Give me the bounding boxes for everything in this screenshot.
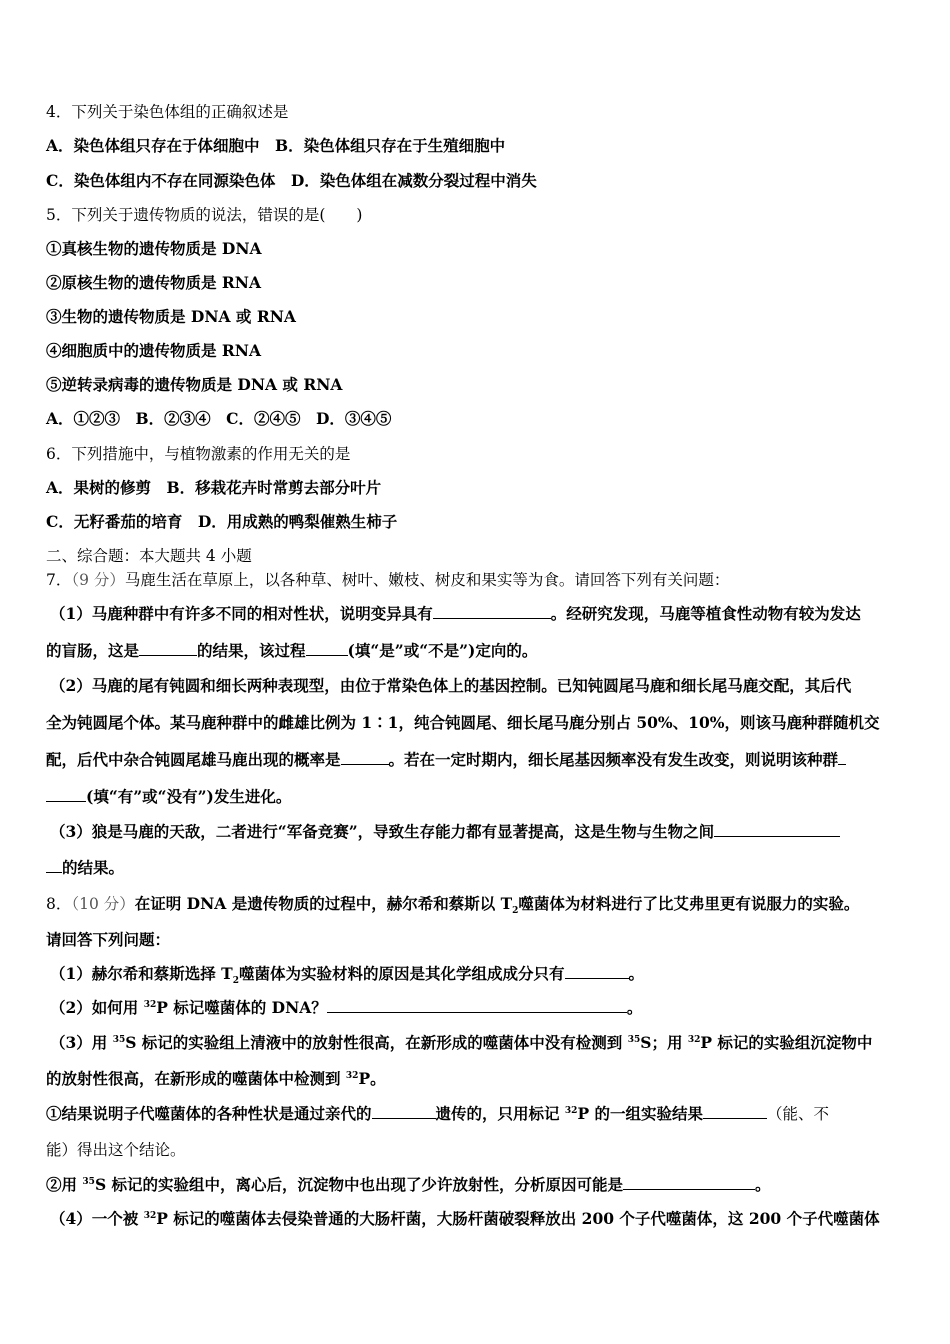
q8-score: （10 分） (71, 895, 135, 913)
answer-blank[interactable] (623, 1175, 755, 1190)
q8-conclusion2-text-c: 。 (755, 1175, 771, 1194)
answer-blank[interactable] (703, 1104, 767, 1119)
q7-part2-text-c: 配，后代中杂合钝圆尾雄马鹿出现的概率是 (46, 750, 341, 769)
q8-conclusion2-text-a: ②用 (46, 1175, 83, 1194)
q7-number: 7． (46, 571, 72, 589)
q8-conclusion1-text-c: P 的一组实验结果 (577, 1104, 704, 1123)
q7-part3-line2 (46, 857, 910, 879)
q8-part3-text-f: P。 (358, 1069, 386, 1088)
answer-blank[interactable] (46, 858, 62, 873)
q5-item-1: ①真核生物的遗传物质是 DNA (46, 239, 262, 258)
answer-blank[interactable] (139, 641, 197, 656)
q8-part4-superscript: 32 (143, 1210, 157, 1221)
q8-part3-text-b: S 标记的实验组上清液中的放射性很高，在新形成的噬菌体中没有检测到 (125, 1033, 628, 1052)
q8-part1 (50, 963, 910, 985)
q7-part1-line2 (46, 640, 910, 662)
q8-conclusion1-line2: 能）得出这个结论。 (46, 1141, 186, 1159)
q5-item-2: ②原核生物的遗传物质是 RNA (46, 273, 261, 292)
section-2-heading: 二、综合题：本大题共 4 小题 (46, 547, 252, 565)
q8-part4-text-a: （4）一个被 (50, 1209, 144, 1228)
q8-part2-superscript: 32 (143, 999, 157, 1010)
q8-conclusion2-text-b: S 标记的实验组中，离心后，沉淀物中也出现了少许放射性，分析原因可能是 (94, 1175, 624, 1194)
answer-blank[interactable] (306, 641, 348, 656)
q7-stem (46, 569, 910, 591)
answer-blank[interactable] (341, 750, 389, 765)
q8-part3-text-d: P 标记的实验组沉淀物中 (700, 1033, 873, 1052)
q8-part1-text-b: 噬菌体为实验材料的原因是其化学组成成分只有 (238, 964, 565, 983)
q6-options-cd: C．无籽番茄的培育 D．用成熟的鸭梨催熟生柿子 (46, 512, 398, 531)
q7-part2-line2: 全为钝圆尾个体。某马鹿种群中的雌雄比例为 1∶1，纯合钝圆尾、细长尾马鹿分别占 50%、10%，则该马鹿种群随机交 (46, 713, 880, 732)
q5-options: A．①②③ B．②③④ C．②④⑤ D．③④⑤ (46, 409, 392, 428)
q7-part1-line1 (50, 603, 910, 625)
q8-part3-text-a: （3）用 (50, 1033, 113, 1052)
q7-part1-text-b: 。经研究发现，马鹿等植食性动物有较为发达 (550, 604, 861, 623)
answer-blank[interactable] (46, 787, 86, 802)
q8-stem-subscript: 2 (512, 906, 519, 917)
q7-stem-text: 马鹿生活在草原上，以各种草、树叶、嫩枝、树皮和果实等为食。请回答下列有关问题： (124, 571, 730, 589)
q8-part2-text-c: 。 (626, 998, 643, 1017)
q5-item-3: ③生物的遗传物质是 DNA 或 RNA (46, 307, 296, 326)
answer-blank[interactable] (433, 604, 551, 619)
q7-part2-line1: （2）马鹿的尾有钝圆和细长两种表现型，由位于常染色体上的基因控制。已知钝圆尾马鹿和细长尾马鹿交配，其后代 (50, 676, 852, 695)
q7-part1-text-c: 的盲肠，这是 (46, 641, 140, 660)
q7-part3-text-a: （3）狼是马鹿的天敌，二者进行“军备竞赛”，导致生存能力都有显著提高，这是生物与生物之间 (50, 822, 715, 841)
q4-stem: 4．下列关于染色体组的正确叙述是 (46, 103, 289, 121)
q8-stem-line1 (46, 893, 910, 915)
q5-item-5: ⑤逆转录病毒的遗传物质是 DNA 或 RNA (46, 375, 343, 394)
q7-part2-line3 (46, 749, 910, 771)
q8-part3-line2 (46, 1068, 910, 1090)
q6-stem: 6．下列措施中，与植物激素的作用无关的是 (46, 445, 351, 463)
q8-conclusion1-text-a: ①结果说明子代噬菌体的各种性状是通过亲代的 (46, 1104, 372, 1123)
q7-part1-text-d: 的结果，该过程 (197, 641, 306, 660)
q8-part4-line1 (50, 1208, 910, 1230)
q8-part3-superscript-3: 32 (687, 1034, 701, 1045)
q7-part3-text-b: 的结果。 (62, 858, 125, 877)
q8-conclusion1-text-d: （能、不 (767, 1105, 830, 1123)
q4-options-ab: A．染色体组只存在于体细胞中 B．染色体组只存在于生殖细胞中 (46, 136, 506, 155)
q8-part3-superscript-4: 32 (345, 1070, 359, 1081)
q7-score: （9 分） (71, 571, 125, 589)
q8-part4-text-b: P 标记的噬菌体去侵染普通的大肠杆菌，大肠杆菌破裂释放出 200 个子代噬菌体，这 200 个子代噬菌体 (156, 1209, 880, 1228)
q5-item-4: ④细胞质中的遗传物质是 RNA (46, 341, 261, 360)
q8-conclusion1-text-b: 遗传的，只用标记 (435, 1104, 565, 1123)
q8-conclusion1-superscript: 32 (564, 1105, 578, 1116)
q8-part2-text-a: （2）如何用 (50, 998, 144, 1017)
q8-conclusion2 (46, 1174, 910, 1196)
q8-part3-text-e: 的放射性很高，在新形成的噬菌体中检测到 (46, 1069, 346, 1088)
q6-options-ab: A．果树的修剪 B．移栽花卉时常剪去部分叶片 (46, 478, 382, 497)
answer-blank[interactable] (327, 998, 627, 1013)
q8-part2-text-b: P 标记噬菌体的 DNA？ (156, 998, 327, 1017)
q8-stem-text-a: 在证明 DNA 是遗传物质的过程中，赫尔希和蔡斯以 T (134, 894, 513, 913)
q4-options-cd: C．染色体组内不存在同源染色体 D．染色体组在减数分裂过程中消失 (46, 171, 537, 190)
q7-part2-line4 (46, 786, 910, 808)
q8-conclusion1-line1 (46, 1103, 910, 1125)
answer-blank[interactable] (714, 822, 840, 837)
answer-blank[interactable] (838, 750, 846, 765)
q8-part1-text-a: （1）赫尔希和蔡斯选择 T (50, 964, 233, 983)
q7-part2-text-e: (填“有”或“没有”)发生进化。 (86, 787, 292, 806)
q5-stem: 5．下列关于遗传物质的说法，错误的是( ) (46, 206, 363, 224)
answer-blank[interactable] (565, 964, 629, 979)
q8-part3-line1 (50, 1032, 910, 1054)
q8-conclusion2-superscript: 35 (82, 1176, 95, 1187)
q8-part3-text-c: S；用 (640, 1033, 688, 1052)
q8-part3-superscript-2: 35 (627, 1034, 641, 1045)
q8-part1-subscript: 2 (232, 976, 239, 987)
q8-part2 (50, 997, 910, 1019)
q8-part1-text-c: 。 (628, 964, 645, 983)
answer-blank[interactable] (372, 1104, 436, 1119)
q7-part3-line1 (50, 821, 910, 843)
q7-part2-text-d: 。若在一定时期内，细长尾基因频率没有发生改变，则说明该种群 (388, 750, 839, 769)
q8-stem-text-b: 噬菌体为材料进行了比艾弗里更有说服力的实验。 (518, 894, 860, 913)
q8-stem-line2: 请回答下列问题： (46, 930, 171, 949)
q7-part1-text-e: (填“是”或“不是”)定向的。 (347, 641, 538, 660)
q8-part3-superscript-1: 35 (112, 1034, 126, 1045)
q8-number: 8． (46, 895, 72, 913)
q7-part1-text-a: （1）马鹿种群中有许多不同的相对性状，说明变异具有 (50, 604, 433, 623)
